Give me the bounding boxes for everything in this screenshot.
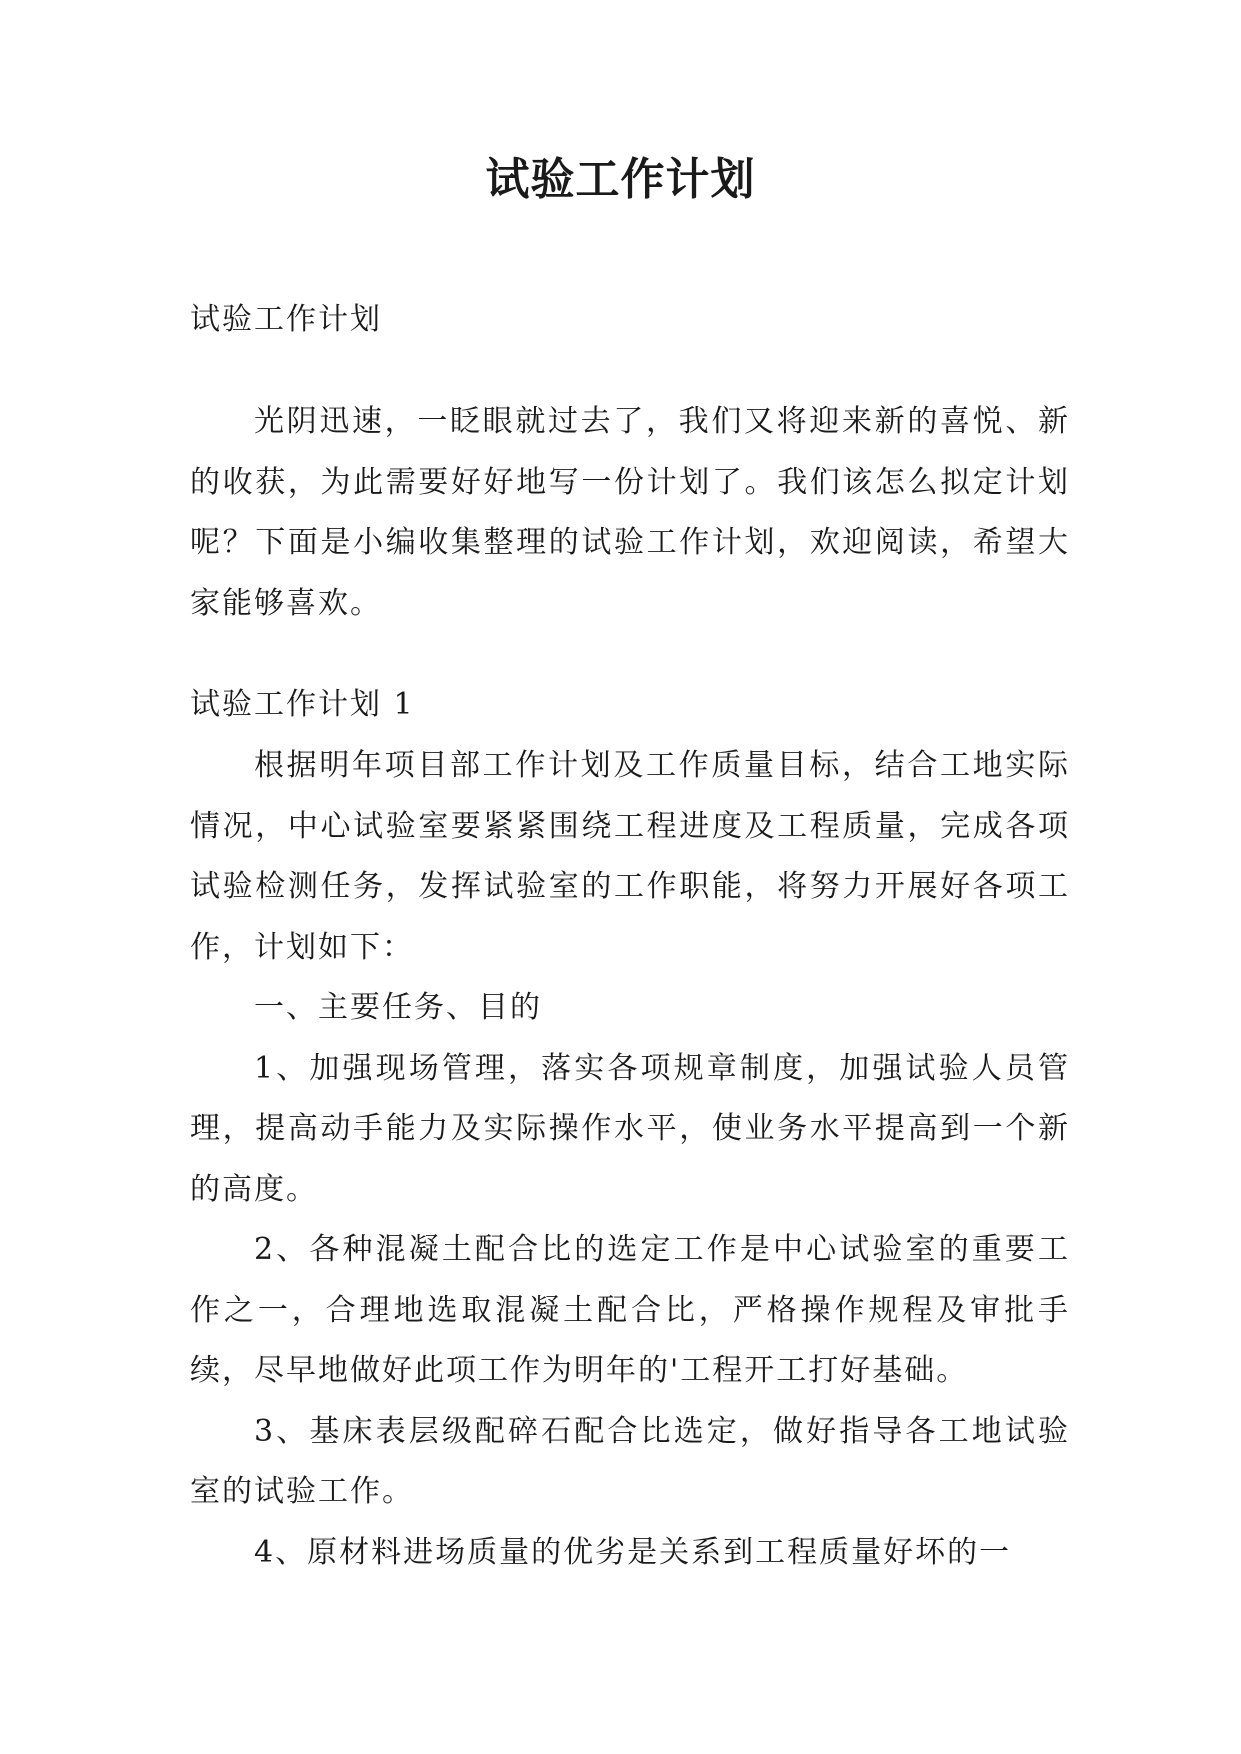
body-paragraph: 3、基床表层级配碎石配合比选定，做好指导各工地试验室的试验工作。 — [190, 1413, 1070, 1509]
body-paragraph: 4、原材料进场质量的优劣是关系到工程质量好坏的一 — [254, 1534, 1012, 1570]
intro-paragraph: 光阴迅速，一眨眼就过去了，我们又将迎来新的喜悦、新的收获，为此需要好好地写一份计划了。我们该怎么拟定计划呢？下面是小编收集整理的试验工作计划，欢迎阅读，希望大家能够喜欢。 — [190, 404, 1070, 621]
body-paragraph: 根据明年项目部工作计划及工作质量目标，结合工地实际情况，中心试验室要紧紧围绕工程进度及工程质量，完成各项试验检测任务，发挥试验室的工作职能，将努力开展好各项工作，计划如下： — [190, 748, 1070, 965]
document-body — [190, 288, 1070, 1583]
document-subtitle: 试验工作计划 — [190, 302, 382, 337]
document-title: 试验工作计划 — [485, 154, 756, 205]
body-paragraph: 2、各种混凝土配合比的选定工作是中心试验室的重要工作之一，合理地选取混凝土配合比，严格操作规程及审批手续，尽早地做好此项工作为明年的'工程开工打好基础。 — [190, 1232, 1070, 1388]
body-paragraph: 1、加强现场管理，落实各项规章制度，加强试验人员管理，提高动手能力及实际操作水平，使业务水平提高到一个新的高度。 — [190, 1050, 1070, 1207]
section-title: 试验工作计划 1 — [190, 687, 415, 722]
heading-main-tasks: 一、主要任务、目的 — [254, 990, 542, 1025]
